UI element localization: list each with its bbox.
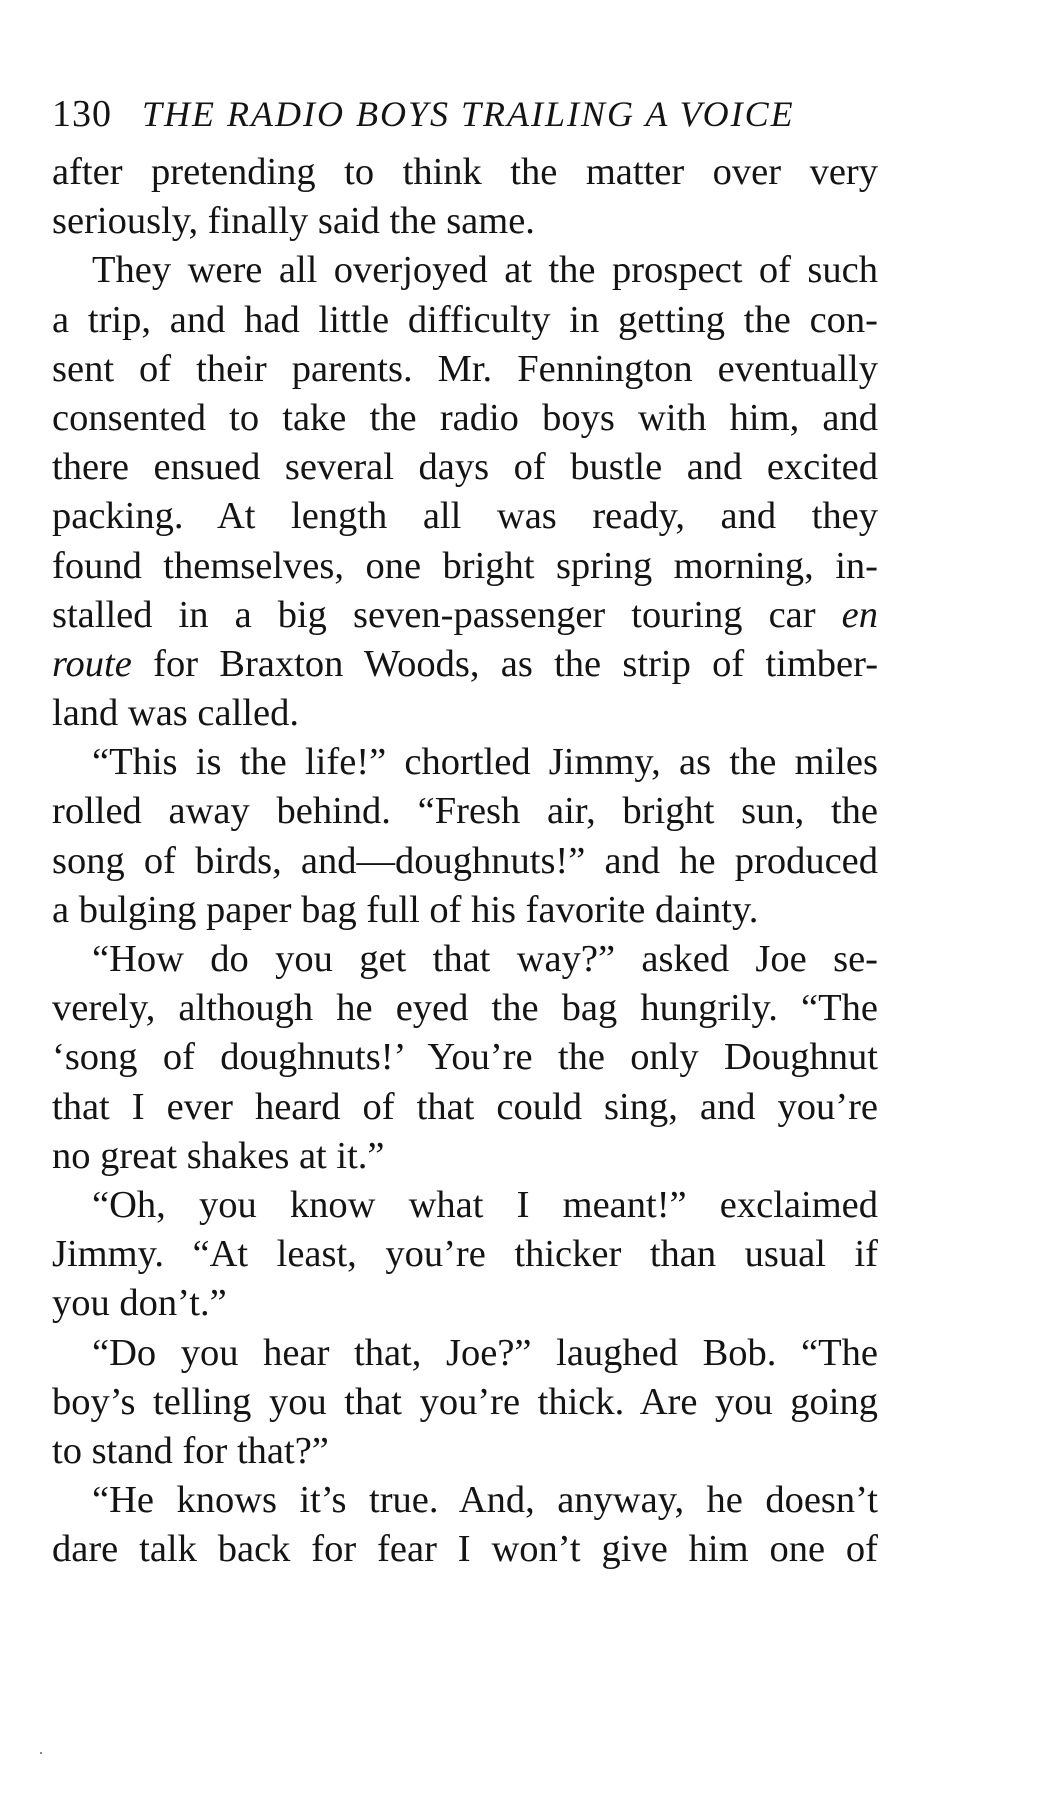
page-number: 130	[52, 93, 112, 135]
italic-text: en	[841, 593, 878, 636]
line-text: for Braxton Woods, as the strip of timber-	[153, 642, 879, 685]
text-line: verely, although he eyed the bag hungrily. “The	[52, 987, 878, 1030]
text-line: found themselves, one bright spring morning, in-	[52, 544, 878, 587]
text-line: seriously, finally said the same.	[52, 200, 535, 243]
italic-text: route	[52, 642, 132, 685]
body-text	[52, 148, 878, 1574]
text-line: you don’t.”	[52, 1282, 227, 1325]
line-text: stalled in a big seven-passenger touring car	[52, 593, 816, 636]
text-line: packing. At length all was ready, and they	[52, 495, 878, 538]
text-line: song of birds, and—doughnuts!” and he produced	[52, 839, 878, 882]
text-line: Jimmy. “At least, you’re thicker than usual if	[52, 1233, 878, 1276]
print-speck	[40, 1752, 42, 1754]
text-line	[52, 591, 878, 640]
text-line: that I ever heard of that could sing, and you’re	[52, 1085, 878, 1128]
running-head	[52, 92, 932, 142]
text-line: “He knows it’s true. And, anyway, he doesn’t	[92, 1479, 878, 1522]
text-line: after pretending to think the matter over very	[52, 151, 878, 193]
text-line: “Oh, you know what I meant!” exclaimed	[92, 1183, 878, 1226]
text-line: ‘song of doughnuts!’ You’re the only Doughnut	[52, 1036, 878, 1079]
running-title: THE RADIO BOYS TRAILING A VOICE	[142, 94, 795, 134]
text-line: sent of their parents. Mr. Fennington eventually	[52, 347, 878, 390]
text-line: land was called.	[52, 692, 299, 735]
text-line: boy’s telling you that you’re thick. Are you going	[52, 1380, 878, 1423]
text-line: “This is the life!” chortled Jimmy, as the miles	[92, 741, 878, 784]
text-line: consented to take the radio boys with him, and	[52, 396, 878, 439]
text-line: a bulging paper bag full of his favorite dainty.	[52, 888, 759, 931]
text-line: dare talk back for fear I won’t give him one of	[52, 1528, 878, 1571]
text-line: rolled away behind. “Fresh air, bright sun, the	[52, 790, 878, 833]
text-line: They were all overjoyed at the prospect of such	[92, 249, 878, 292]
text-line: “How do you get that way?” asked Joe se-	[92, 938, 878, 980]
text-line: a trip, and had little difficulty in getting the con-	[52, 298, 878, 341]
text-line: “Do you hear that, Joe?” laughed Bob. “The	[92, 1331, 878, 1374]
text-line: there ensued several days of bustle and excited	[52, 446, 878, 489]
text-line	[52, 640, 878, 689]
text-line: to stand for that?”	[52, 1429, 329, 1472]
text-line: no great shakes at it.”	[52, 1134, 385, 1177]
